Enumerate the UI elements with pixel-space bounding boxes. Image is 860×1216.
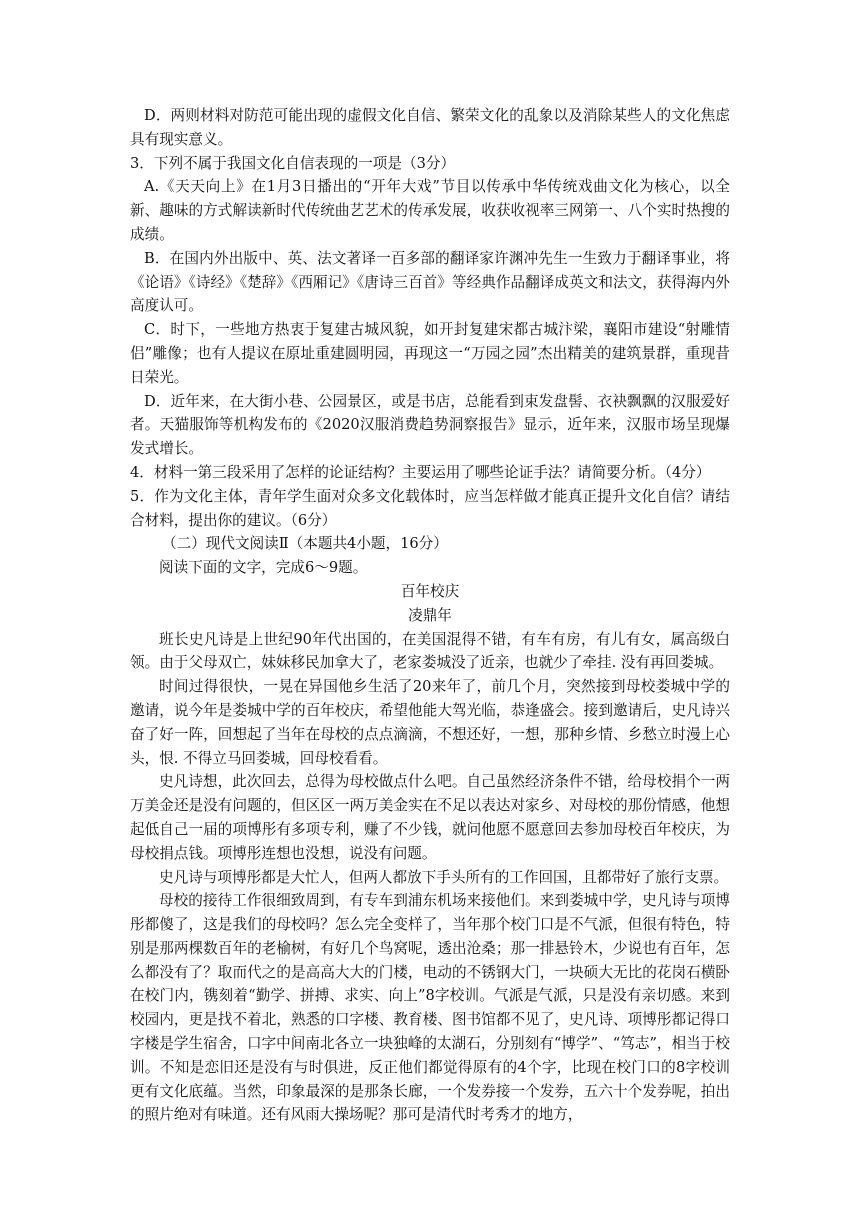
article-paragraph: 时间过得很快，一晃在异国他乡生活了20来年了，前几个月，突然接到母校娄城中学的邀请，说今年是娄城中学的百年校庆，希望他能大驾光临，恭逢盛会。接到邀请后，史凡诗兴奋了好一阵，回想起了当年在母校的点点滴滴，不想还好，一想，那种乡情、乡愁立时漫上心头，恨. 不得立马回娄城，回母校看看。 <box>130 678 730 767</box>
article-paragraph: 班长史凡诗是上世纪90年代出国的，在美国混得不错，有车有房，有儿有女，属高级白领。由于父母双亡，妹妹移民加拿大了，老家娄城没了近亲，也就少了牵挂. 没有再回娄城。 <box>130 630 730 672</box>
option-c-question-3: C．时下，一些地方热衷于复建古城风貌，如开封复建宋都古城汴梁，襄阳市建设“射雕情侣”雕像；也有人提议在原址重建圆明园，再现这一“万园之园”杰出精美的建筑景群，重现昔日荣光。 <box>130 321 730 386</box>
question-4: 4．材料一第三段采用了怎样的论证结构？主要运用了哪些论证手法？请简要分析。（4分） <box>130 463 711 481</box>
option-d-question-2: D．两则材料对防范可能出现的虚假文化自信、繁荣文化的乱象以及消除某些人的文化焦虑具有现实意义。 <box>130 107 730 148</box>
article-title: 百年校庆 <box>400 582 460 600</box>
document-page <box>130 104 730 1127</box>
option-a-question-3: A.《天天向上》在1月3日播出的“开年大戏”节目以传承中华传统戏曲文化为核心，以全新、趣味的方式解读新时代传统曲艺艺术的传承发展，收获收视率三网第一、八个实时热搜的成绩。 <box>130 178 730 243</box>
option-b-question-3: B．在国内外出版中、英、法文著译一百多部的翻译家许渊冲先生一生致力于翻译事业，将《论语》《诗经》《楚辞》《西厢记》《唐诗三百首》等经典作品翻译成英文和法文，获得海内外高度认可。 <box>130 249 730 315</box>
section-heading: （二）现代文阅读Ⅱ（本题共4小题，16分） <box>162 535 448 553</box>
question-5: 5．作为文化主体，青年学生面对众多文化载体时，应当怎样做才能真正提升文化自信？请结合材料，提出你的建议。（6分） <box>130 487 730 529</box>
reading-instruction: 阅读下面的文字，完成6～9题。 <box>159 559 368 577</box>
article-author: 凌鼎年 <box>408 606 452 624</box>
option-d-question-3: D．近年来，在大街小巷、公园景区，或是书店，总能看到束发盘髻、衣袂飘飘的汉服爱好者。天猫服饰等机构发布的《2020汉服消费趋势洞察报告》显示，近年来，汉服市场呈现爆发式增长。 <box>130 392 730 458</box>
article-paragraph: 史凡诗与项博彤都是大忙人，但两人都放下手头所有的工作回国，且都带好了旅行支票。 <box>159 868 729 886</box>
article-paragraph: 母校的接待工作很细致周到，有专车到浦东机场来接他们。来到娄城中学，史凡诗与项博彤都傻了，这是我们的母校吗？怎么完全变样了，当年那个校门口是不气派，但很有特色，特别是那两棵数百年的老榆树，有好几个鸟窝呢，透出沧桑；那一排悬铃木，少说也有百年，怎么都没有了？取而代之的是高高大大的门楼，电动的不锈钢大门，一块硕大无比的花岗石横卧在校门内，镌刻着“勤学、拼搏、求实、向上”8字校训。气派是气派，只是没有亲切感。来到校园内，更是找不着北，熟悉的口字楼、教育楼、图书馆都不见了，史凡诗、项博彤都记得口字楼是学生宿舍，口字中间南北各立一块独峰的太湖石，分别刻有“博学”、“笃志”，相当于校训。不知是恋旧还是没有与时俱进，反正他们都觉得原有的4个字，比现在校门口的8字校训更有文化底蕴。当然，印象最深的是那条长廊，一个发券接一个发券，五六十个发券呢，拍出的照片绝对有味道。还有风雨大操场呢？那可是清代时考秀才的地方， <box>130 892 730 1124</box>
article-paragraph: 史凡诗想，此次回去，总得为母校做点什么吧。自己虽然经济条件不错，给母校捐个一两万美金还是没有问题的，但区区一两万美金实在不足以表达对家乡、对母校的那份情感，他想起低自己一届的项博彤有多项专利，赚了不少钱，就问他愿不愿意回去参加母校百年校庆，为母校捐点钱。项博彤连想也没想，说没有问题。 <box>130 773 730 862</box>
question-3: 3．下列不属于我国文化自信表现的一项是（3分） <box>130 154 456 172</box>
